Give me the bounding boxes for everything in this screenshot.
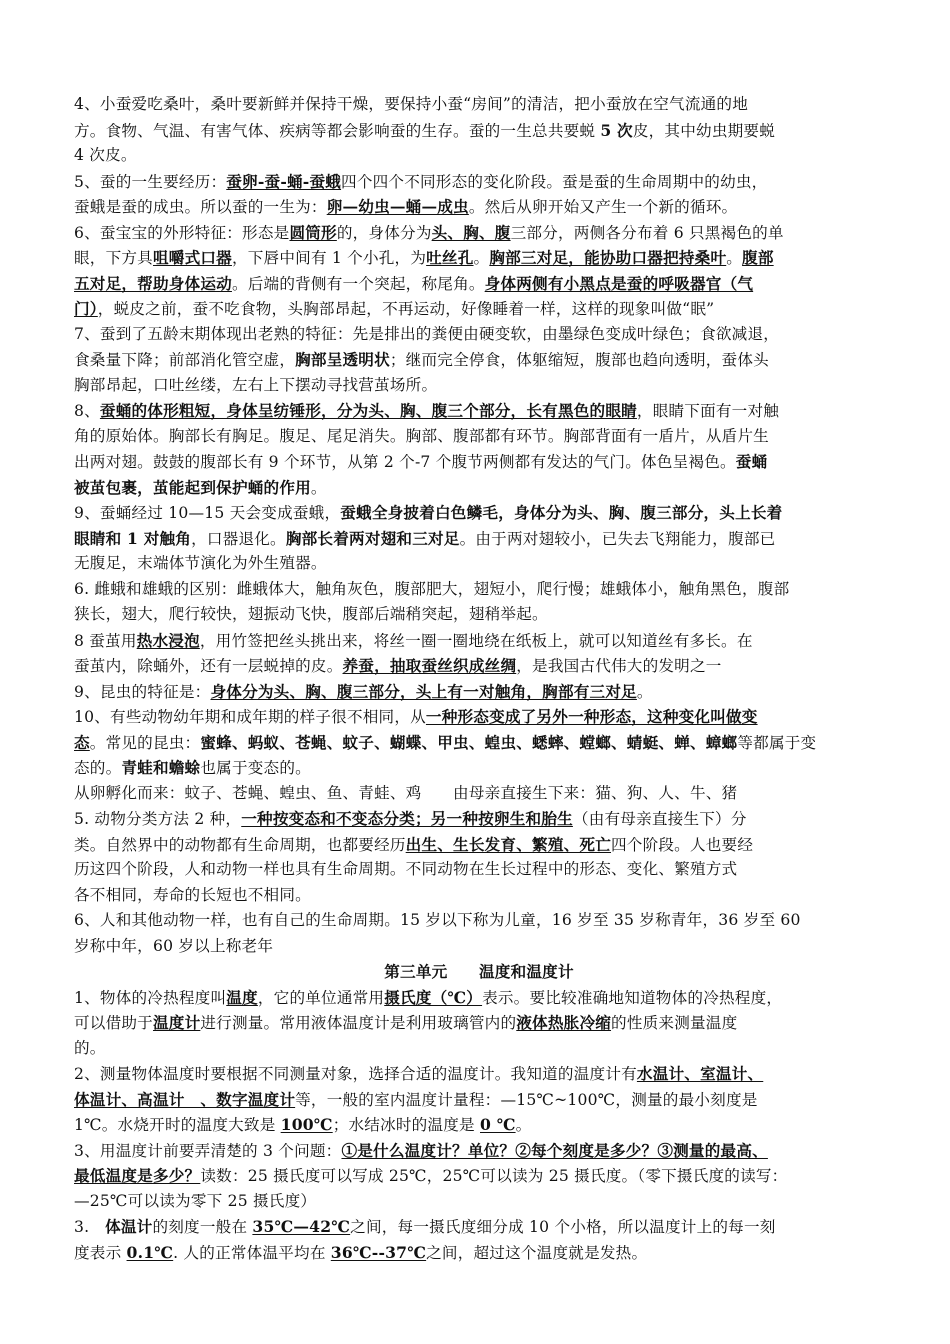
text-run: 进行测量。常用液体温度计是利用玻璃管内的 — [200, 1014, 517, 1032]
text-run: 方。食物、气温、有害气体、疾病等都会影响蚕的生存。蚕的一生总共要蜕 — [74, 121, 601, 140]
text-run: . 人的正常体温平均在 — [173, 1243, 331, 1262]
text-line — [74, 1240, 884, 1266]
text-run: 历这四个阶段，人和动物一样也具有生命周期。不同动物在生长过程中的形态、变化、繁殖方式 — [74, 860, 738, 878]
text-run: 1、物体的冷热程度叫 — [74, 988, 227, 1007]
text-line — [74, 806, 884, 832]
text-run: 岁称中年，60 岁以上称老年 — [74, 936, 274, 955]
emphasized-text: 青蛙和蟾蜍 — [121, 758, 201, 777]
text-line — [74, 832, 884, 858]
emphasized-text: 身体两侧有小黑点是蚕的呼吸器官（气 — [484, 273, 754, 293]
emphasized-text: 蚕卵-蚕-蛹-蚕蛾 — [226, 171, 342, 191]
text-line — [74, 271, 884, 297]
text-line — [74, 704, 884, 730]
text-run: ，它的单位通常用 — [257, 988, 385, 1007]
text-line — [74, 500, 884, 526]
text-run: 角的原始体。胸部长有胸足。腹足、尾足消失。胸部、腹部都有环节。胸部背面有一盾片，从盾片生 — [74, 426, 769, 445]
text-run: 。 — [473, 249, 490, 267]
text-line — [74, 628, 884, 654]
emphasized-text: 卵—幼虫—蛹—成虫 — [326, 197, 469, 216]
text-run: 出两对翅。鼓鼓的腹部长有 9 个环节，从第 2 个-7 个腹节两侧都有发达的气门。体色呈褐色。 — [74, 453, 736, 471]
text-run: 表示。要比较准确地知道物体的冷热程度， — [482, 988, 783, 1007]
emphasized-text: 咀嚼式口器 — [152, 248, 232, 267]
emphasized-text: 热水浸泡 — [136, 630, 200, 650]
emphasized-text: 100℃ — [280, 1115, 333, 1134]
text-run: 各不相同，寿命的长短也不相同。 — [74, 885, 311, 904]
emphasized-text: 门） — [74, 299, 98, 318]
text-line — [74, 679, 884, 705]
emphasized-text: 0.1℃ — [126, 1242, 174, 1262]
text-run: 无腹足，末端体节演化为外生殖器。 — [74, 554, 327, 572]
text-run: 6、人和其他动物一样，也有自己的生命周期。15 岁以下称为儿童，16 岁至 35 岁称青年，36 岁至 60 — [74, 911, 801, 929]
text-run: 1℃。水烧开时的温度大致是 — [74, 1116, 281, 1134]
text-run: 。 — [515, 1116, 532, 1134]
text-run: 10、有些动物幼年期和成年期的样子很不相同，从 — [74, 708, 426, 726]
emphasized-text: 被茧包裹，茧能起到保护蛹的作用 — [74, 477, 311, 497]
text-line — [74, 347, 884, 373]
text-line — [74, 398, 884, 424]
emphasized-text: 体温计 — [105, 1217, 153, 1236]
text-run: 3. — [74, 1218, 106, 1236]
text-line — [74, 1036, 884, 1062]
emphasized-text: 温度 — [226, 987, 258, 1007]
text-run: 类。自然界中的动物都有生命周期，也都要经历 — [74, 835, 406, 854]
text-line — [74, 118, 884, 144]
emphasized-text: 蚕蛹的体形粗短，身体呈纺锤形，分为头、胸、腹三个部分，长有黑色的眼睛 — [99, 401, 637, 420]
emphasized-text: 身体分为头、胸、腹三部分，头上有一对触角，胸部有三对足 — [210, 681, 637, 701]
text-line — [74, 220, 884, 246]
emphasized-text: 5 次 — [600, 120, 633, 140]
emphasized-text: 水温计、室温计、 — [636, 1064, 764, 1083]
text-line — [74, 322, 884, 348]
text-line — [74, 781, 884, 807]
text-line — [74, 169, 884, 195]
text-line — [74, 296, 884, 322]
text-run: 也属于变态的。 — [200, 759, 311, 777]
emphasized-text: ①是什么温度计？单位？②每个刻度是多少？③测量的最高、 — [341, 1140, 768, 1160]
emphasized-text: 0 ℃ — [480, 1115, 516, 1134]
emphasized-text: 温度计 — [152, 1013, 201, 1032]
emphasized-text: 态 — [74, 732, 90, 752]
text-run: 皮，其中幼虫期要蜕 — [632, 121, 775, 140]
text-run: （由有母亲直接生下）分 — [572, 810, 747, 828]
text-run: 食桑量下降；前部消化管空虚， — [74, 351, 296, 369]
text-run: ，口器退化。 — [191, 529, 286, 548]
text-line — [74, 1214, 884, 1240]
text-line — [74, 653, 884, 679]
emphasized-text: 液体热胀冷缩 — [516, 1013, 612, 1032]
text-line — [74, 755, 884, 781]
text-line — [74, 908, 884, 934]
text-line — [74, 883, 884, 909]
text-run: 从卵孵化而来：蚊子、苍蝇、蝗虫、鱼、青蛙、鸡 由母亲直接生下来：猫、狗、人、牛、猪 — [74, 783, 738, 802]
text-run: 态的。 — [74, 759, 122, 777]
emphasized-text: 蜜蜂、蚂蚁、苍蝇、蚊子、蝴蝶、甲虫、蝗虫、蟋蟀、螳螂、蜻蜓、蝉、蟑螂 — [200, 732, 738, 752]
text-run: 等都属于变 — [737, 733, 817, 752]
emphasized-text: 腹部 — [742, 248, 774, 267]
text-run: 四个阶段。人也要经 — [611, 835, 754, 854]
text-line — [74, 551, 884, 577]
text-run: 4 次皮。 — [74, 146, 137, 164]
text-run: ，蜕皮之前，蚕不吃食物，头胸部昂起，不再运动，好像睡着一样，这样的现象叫做“眠” — [97, 300, 715, 318]
text-line — [74, 857, 884, 883]
text-run: 之间，每一摄氏度细分成 10 个小格，所以温度计上的每一刻 — [350, 1218, 776, 1236]
text-run: 蚕茧内，除蛹外，还有一层蜕掉的皮。 — [74, 657, 343, 675]
text-run: ，是我国古代伟大的发明之一 — [516, 657, 722, 675]
text-run: 三部分，两侧各分布着 6 只黑褐色的单 — [510, 223, 784, 242]
text-line — [74, 475, 884, 501]
text-line — [74, 449, 884, 475]
text-line — [74, 1163, 884, 1189]
text-run: 第三单元 温度和温度计 — [384, 962, 574, 981]
text-run: 的。 — [74, 1038, 106, 1057]
text-run: 9、蚕蛹经过 10—15 天会变成蚕蛾， — [74, 504, 341, 522]
emphasized-text: 胸部三对足，能协助口器把持桑叶 — [489, 248, 727, 267]
emphasized-text: 胸部长着两对翅和三对足 — [285, 528, 460, 548]
emphasized-text: 圆筒形 — [289, 222, 337, 242]
text-line — [74, 424, 884, 450]
text-run: 4、小蚕爱吃桑叶，桑叶要新鲜并保持干燥，要保持小蚕“房间”的清洁，把小蚕放在空气流通的地 — [74, 95, 749, 113]
text-run: 2、测量物体温度时要根据不同测量对象，选择合适的温度计。我知道的温度计有 — [74, 1065, 637, 1083]
text-line — [74, 194, 884, 220]
emphasized-text: 36℃--37℃ — [330, 1242, 427, 1262]
text-line — [74, 577, 884, 603]
text-line — [74, 1010, 884, 1036]
text-run: —25℃可以读为零下 25 摄氏度） — [74, 1191, 317, 1210]
text-run: 的，身体分为 — [336, 223, 432, 242]
text-run: ；继而完全停食，体躯缩短，腹部也趋向透明，蚕体头 — [389, 351, 769, 369]
text-run: 蚕蛾是蚕的成虫。所以蚕的一生为： — [74, 198, 327, 216]
text-run: 9、昆虫的特征是： — [74, 682, 211, 701]
text-run: 3、用温度计前要弄清楚的 3 个问题： — [74, 1141, 342, 1160]
text-run: 8 蚕茧用 — [74, 631, 137, 650]
text-line — [74, 934, 884, 960]
emphasized-text: 养蚕，抽取蚕丝织成丝绸 — [342, 656, 517, 675]
text-run: ，眼睛下面有一对触 — [636, 402, 780, 420]
emphasized-text: 出生、生长发育、繁殖、死亡 — [405, 834, 611, 854]
text-run: 四个四个不同形态的变化阶段。蚕是蚕的生命周期中的幼虫， — [341, 172, 768, 191]
text-line — [74, 143, 884, 169]
text-run: 5. 动物分类方法 2 种， — [74, 810, 242, 828]
text-line — [74, 1138, 884, 1164]
emphasized-text: 蚕蛾全身披着白色鳞毛，身体分为头、胸、腹三部分，头上长着 — [340, 503, 783, 522]
text-run: 。常见的昆虫： — [89, 733, 201, 752]
emphasized-text: 胸部呈透明状 — [295, 350, 390, 369]
text-run: 。由于两对翅较小，已失去飞翔能力，腹部已 — [459, 529, 776, 548]
text-line — [74, 602, 884, 628]
text-line — [74, 245, 884, 271]
text-run: 5、蚕的一生要经历： — [74, 172, 227, 191]
text-run: 。后端的背侧有一个突起，称尾角。 — [231, 274, 485, 293]
emphasized-text: 摄氏度（℃） — [384, 987, 483, 1007]
text-run: 8、 — [74, 402, 100, 420]
text-line — [74, 373, 884, 399]
text-line — [74, 985, 884, 1011]
text-run: 眼，下方具 — [74, 249, 153, 267]
text-run: 6、蚕宝宝的外形特征：形态是 — [74, 223, 290, 242]
emphasized-text: 吐丝孔 — [426, 248, 474, 267]
emphasized-text: 蚕蛹 — [735, 452, 768, 471]
text-run: 。 — [636, 682, 653, 701]
text-line — [74, 526, 884, 552]
text-line — [74, 1189, 884, 1215]
text-run: 。 — [726, 249, 743, 267]
section-heading — [74, 959, 884, 985]
document-body — [74, 92, 884, 1265]
emphasized-text: 体温计、高温计 、数字温度计 — [74, 1089, 296, 1109]
text-line — [74, 1112, 884, 1138]
text-run: ，用竹签把丝头挑出来，将丝一圈一圈地绕在纸板上，就可以知道丝有多长。在 — [199, 631, 753, 650]
text-line — [74, 92, 884, 118]
emphasized-text: 35℃—42℃ — [252, 1217, 351, 1236]
emphasized-text: 一种形态变成了另外一种形态，这种变化叫做变 — [425, 707, 758, 726]
text-run: 之间，超过这个温度就是发热。 — [426, 1243, 648, 1262]
text-run: 读数：25 摄氏度可以写成 25℃，25℃可以读为 25 摄氏度。（零下摄氏度的读写： — [200, 1167, 788, 1185]
emphasized-text: 最低温度是多少？ — [74, 1166, 201, 1185]
text-run: 6. 雌蛾和雄蛾的区别：雌蛾体大，触角灰色，腹部肥大，翅短小，爬行慢；雄蛾体小，触角黑色，腹部 — [74, 579, 790, 598]
text-run: 。然后从卵开始又产生一个新的循环。 — [468, 198, 738, 216]
emphasized-text: 五对足，帮助身体运动 — [74, 273, 232, 293]
text-line — [74, 1061, 884, 1087]
text-run: 胸部昂起，口吐丝缕，左右上下摆动寻找营茧场所。 — [74, 375, 438, 394]
text-run: ，下唇中间有 1 个小孔，为 — [231, 249, 427, 267]
text-run: 的性质来测量温度 — [611, 1014, 738, 1032]
text-line — [74, 1087, 884, 1113]
text-run: 狭长，翅大，爬行较快，翅振动飞快，腹部后端稍突起，翅稍举起。 — [74, 605, 548, 623]
emphasized-text: 一种按变态和不变态分类；另一种按卵生和胎生 — [241, 809, 573, 828]
text-run: 等，一般的室内温度计量程：—15℃~100℃，测量的最小刻度是 — [295, 1090, 758, 1109]
text-run: 度表示 — [74, 1243, 127, 1262]
text-run: ；水结冰时的温度是 — [332, 1116, 481, 1134]
text-run: 的刻度一般在 — [152, 1218, 253, 1236]
text-run: 。 — [310, 478, 327, 497]
emphasized-text: 头、胸、腹 — [431, 222, 511, 242]
emphasized-text: 眼睛和 1 对触角 — [74, 528, 192, 548]
text-line — [74, 730, 884, 756]
text-run: 7、蚕到了五龄末期体现出老熟的特征：先是排出的粪便由硬变软，由墨绿色变成叶绿色；食欲减退， — [74, 324, 780, 343]
text-run: 可以借助于 — [74, 1014, 153, 1032]
